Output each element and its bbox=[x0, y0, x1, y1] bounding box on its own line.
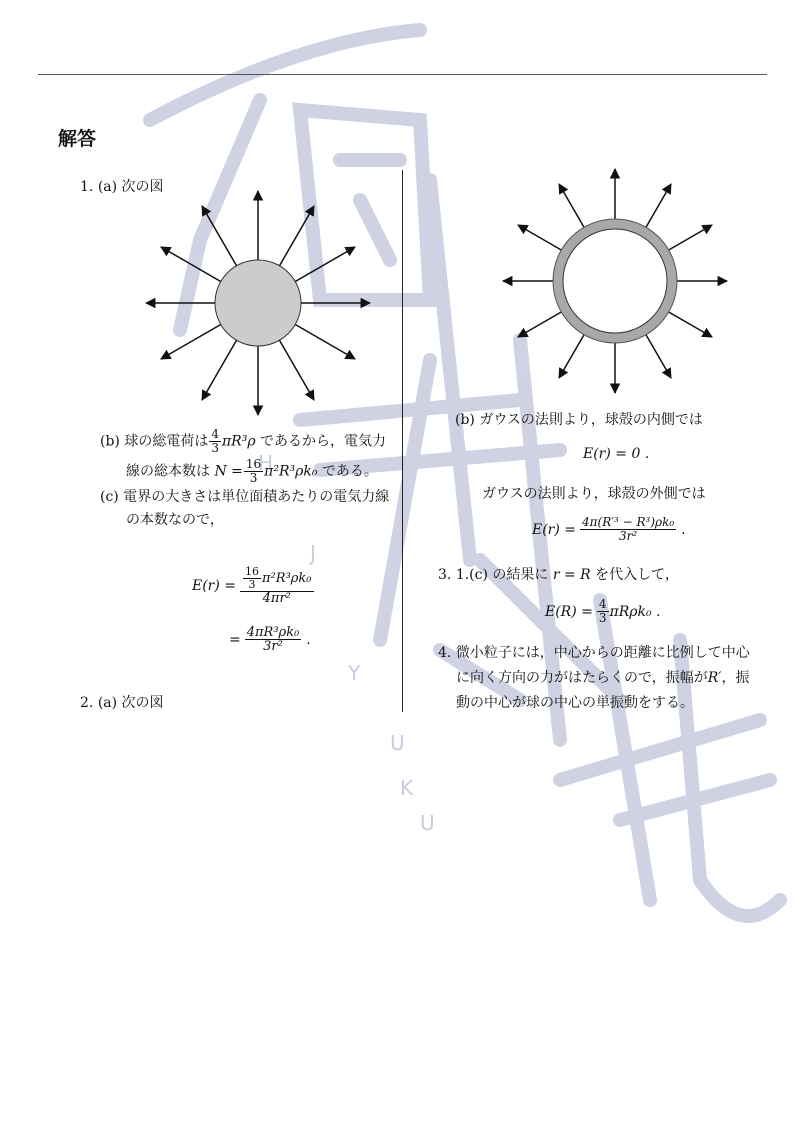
watermark-letter: H bbox=[258, 451, 274, 475]
q4-line3: 動の中心が球の中心の単振動をする。 bbox=[456, 695, 694, 711]
charged-sphere bbox=[215, 260, 301, 346]
q2-b-text2: ガウスの法則より，球殻の外側では bbox=[482, 486, 706, 502]
q1-b-text1-post: であるから，電気力 bbox=[260, 433, 387, 450]
q1-c-label: (c) bbox=[100, 489, 119, 505]
field-line-arrow bbox=[518, 225, 563, 251]
eq-equals: = bbox=[229, 631, 241, 648]
fraction: $\frac{16}{3}$ bbox=[245, 457, 262, 485]
q3-equation bbox=[545, 598, 660, 625]
q1-b-text2: 線の総本数は bbox=[126, 463, 210, 480]
shell-cavity bbox=[563, 229, 667, 333]
q2-number: 2. bbox=[80, 695, 94, 711]
watermark-letter: U bbox=[390, 731, 405, 755]
q4-math: R′ bbox=[707, 670, 722, 686]
q1-a-label: (a) bbox=[97, 179, 118, 195]
q1-c-line2: の本数なので， bbox=[126, 512, 224, 528]
q2-b-equation1: E(r) = 0 . bbox=[583, 446, 650, 462]
q1-b-math2-lhs: N = bbox=[214, 463, 243, 480]
q1-c-equation1 bbox=[192, 566, 315, 605]
q1-a-text: 次の図 bbox=[121, 179, 164, 195]
q1-b-math1: πR³ρ bbox=[221, 433, 256, 450]
eq-period: . bbox=[306, 631, 311, 648]
eq-lhs: E(R) = bbox=[545, 603, 593, 620]
figure-spherical-shell bbox=[495, 160, 735, 400]
fraction: $\frac{16}{3}$ π²R³ρk₀ 4πr² bbox=[240, 566, 314, 605]
section-title: 解答 bbox=[58, 128, 97, 150]
field-line-arrow bbox=[645, 184, 671, 229]
q1-number: 1. bbox=[80, 179, 94, 195]
fraction: $\frac{4}{3}$ bbox=[211, 427, 219, 455]
q1-c-equation2 bbox=[229, 626, 311, 653]
eq-period: . bbox=[681, 521, 686, 538]
q4-line2 bbox=[456, 668, 749, 688]
q3-text-pre: 1.(c) の結果に bbox=[455, 567, 549, 583]
q1-b-text2-post: である。 bbox=[321, 463, 378, 480]
q4-line1 bbox=[438, 643, 750, 663]
watermark-letter: J bbox=[310, 541, 316, 565]
column-divider bbox=[402, 170, 403, 712]
q4-text1: 微小粒子には，中心からの距離に比例して中心 bbox=[455, 645, 750, 661]
field-line-arrow bbox=[559, 184, 585, 229]
eq-lhs: E(r) = bbox=[192, 577, 237, 594]
watermark-letter: K bbox=[400, 776, 414, 800]
q2-b-equation2 bbox=[532, 516, 686, 543]
fraction: $\frac{\text{4πR³ρk₀}}{\text{3r²}}$ bbox=[246, 625, 300, 654]
q2-a-label: (a) bbox=[97, 695, 118, 711]
q4-number: 4. bbox=[438, 645, 452, 661]
q4-text2-post: ，振 bbox=[721, 670, 750, 686]
q2-b-text1: ガウスの法則より，球殻の内側では bbox=[479, 412, 703, 428]
q3-math: r = R bbox=[552, 567, 591, 583]
q1-c-line1 bbox=[100, 487, 389, 507]
top-rule bbox=[38, 74, 767, 75]
q1-b-text1: 球の総電荷は bbox=[124, 433, 209, 450]
q1-b-line1 bbox=[100, 428, 386, 455]
field-line-arrow bbox=[667, 311, 712, 337]
eq-lhs: E(r) = bbox=[532, 521, 577, 538]
figure-solid-sphere bbox=[130, 185, 390, 425]
field-line-arrow bbox=[667, 225, 712, 251]
q2-b-line1 bbox=[455, 410, 703, 430]
field-line-arrow bbox=[518, 311, 563, 337]
watermark-letter: Y bbox=[348, 661, 361, 685]
q3-text-post: を代入して， bbox=[595, 567, 679, 583]
q3-line bbox=[438, 565, 679, 585]
q2-a-line bbox=[80, 693, 164, 713]
q1-b-math2: π²R³ρk₀ bbox=[264, 463, 318, 480]
q1-c-text1: 電界の大きさは単位面積あたりの電気力線 bbox=[123, 489, 390, 505]
field-line-arrow bbox=[559, 333, 585, 378]
q4-text2: に向く方向の力がはたらくので，振幅が bbox=[456, 670, 708, 686]
fraction: $\frac{4}{3}$ bbox=[598, 597, 607, 625]
q2-a-text: 次の図 bbox=[121, 695, 164, 711]
eq-rest: πRρk₀ . bbox=[609, 603, 661, 620]
field-line-arrow bbox=[645, 333, 671, 378]
q1-b-label: (b) bbox=[100, 433, 120, 450]
q3-number: 3. bbox=[438, 567, 452, 583]
watermark-letter: U bbox=[420, 811, 435, 835]
q2-b-label: (b) bbox=[455, 412, 475, 428]
q1-b-line2 bbox=[126, 458, 378, 485]
fraction: $\frac{\text{4π(R′³ − R³)ρk₀}}{\text{3r²}}$ bbox=[582, 515, 675, 543]
